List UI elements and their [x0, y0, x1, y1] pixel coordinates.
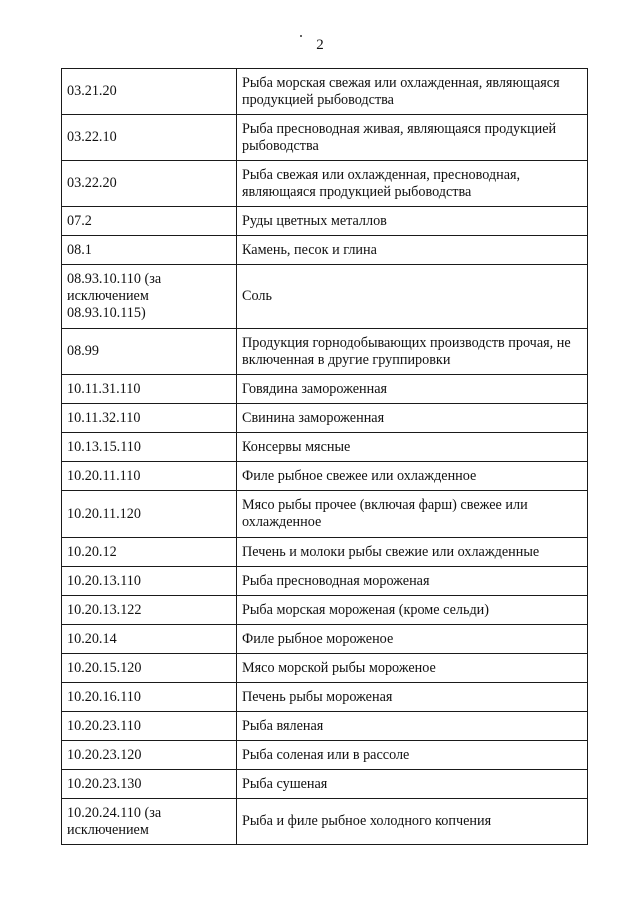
code-cell: 08.1 — [62, 236, 237, 265]
code-cell: 10.20.13.122 — [62, 596, 237, 625]
code-cell: 10.20.11.110 — [62, 462, 237, 491]
code-cell: 10.20.23.120 — [62, 741, 237, 770]
table-row — [62, 433, 588, 462]
description-cell: Рыба пресноводная живая, являющаяся продукцией рыбоводства — [237, 115, 588, 161]
table-row — [62, 236, 588, 265]
description-cell: Говядина замороженная — [237, 375, 588, 404]
table-row — [62, 404, 588, 433]
description-cell: Печень рыбы мороженая — [237, 683, 588, 712]
table-row — [62, 770, 588, 799]
description-cell: Печень и молоки рыбы свежие или охлажденные — [237, 538, 588, 567]
table-row — [62, 712, 588, 741]
code-cell: 07.2 — [62, 207, 237, 236]
description-cell: Рыба сушеная — [237, 770, 588, 799]
table-row — [62, 69, 588, 115]
description-cell: Камень, песок и глина — [237, 236, 588, 265]
description-cell: Свинина замороженная — [237, 404, 588, 433]
code-cell: 10.20.11.120 — [62, 491, 237, 538]
description-cell: Мясо морской рыбы мороженое — [237, 654, 588, 683]
code-cell: 08.93.10.110 (за исключением 08.93.10.115) — [62, 265, 237, 329]
code-cell: 03.21.20 — [62, 69, 237, 115]
table-row — [62, 683, 588, 712]
code-cell: 10.20.15.120 — [62, 654, 237, 683]
table-row — [62, 625, 588, 654]
description-cell: Консервы мясные — [237, 433, 588, 462]
description-cell: Рыба морская свежая или охлажденная, являющаяся продукцией рыбоводства — [237, 69, 588, 115]
table-row — [62, 799, 588, 845]
table-row — [62, 462, 588, 491]
table-row — [62, 741, 588, 770]
table-row — [62, 265, 588, 329]
description-cell: Мясо рыбы прочее (включая фарш) свежее или охлажденное — [237, 491, 588, 538]
code-cell: 10.20.23.110 — [62, 712, 237, 741]
table-row — [62, 375, 588, 404]
code-cell: 08.99 — [62, 329, 237, 375]
description-cell: Рыба и филе рыбное холодного копчения — [237, 799, 588, 845]
description-cell: Продукция горнодобывающих производств прочая, не включенная в другие группировки — [237, 329, 588, 375]
description-cell: Филе рыбное мороженое — [237, 625, 588, 654]
page-number: 2 — [316, 37, 324, 53]
table-row — [62, 567, 588, 596]
description-cell: Руды цветных металлов — [237, 207, 588, 236]
code-cell: 03.22.20 — [62, 161, 237, 207]
code-cell: 03.22.10 — [62, 115, 237, 161]
table-row — [62, 654, 588, 683]
table-row — [62, 596, 588, 625]
description-cell: Филе рыбное свежее или охлажденное — [237, 462, 588, 491]
description-cell: Рыба пресноводная мороженая — [237, 567, 588, 596]
description-cell: Рыба вяленая — [237, 712, 588, 741]
product-codes-table — [61, 68, 588, 845]
description-cell: Рыба соленая или в рассоле — [237, 741, 588, 770]
code-cell: 10.11.31.110 — [62, 375, 237, 404]
code-cell: 10.13.15.110 — [62, 433, 237, 462]
code-cell: 10.20.14 — [62, 625, 237, 654]
table-row — [62, 491, 588, 538]
table-row — [62, 115, 588, 161]
code-cell: 10.11.32.110 — [62, 404, 237, 433]
description-cell: Соль — [237, 265, 588, 329]
description-cell: Рыба морская мороженая (кроме сельди) — [237, 596, 588, 625]
code-cell: 10.20.23.130 — [62, 770, 237, 799]
table-row — [62, 207, 588, 236]
code-cell: 10.20.13.110 — [62, 567, 237, 596]
table-row — [62, 538, 588, 567]
table-row — [62, 329, 588, 375]
code-cell: 10.20.12 — [62, 538, 237, 567]
code-cell: 10.20.16.110 — [62, 683, 237, 712]
code-cell: 10.20.24.110 (за исключением — [62, 799, 237, 845]
description-cell: Рыба свежая или охлажденная, пресноводная, являющаяся продукцией рыбоводства — [237, 161, 588, 207]
table-row — [62, 161, 588, 207]
